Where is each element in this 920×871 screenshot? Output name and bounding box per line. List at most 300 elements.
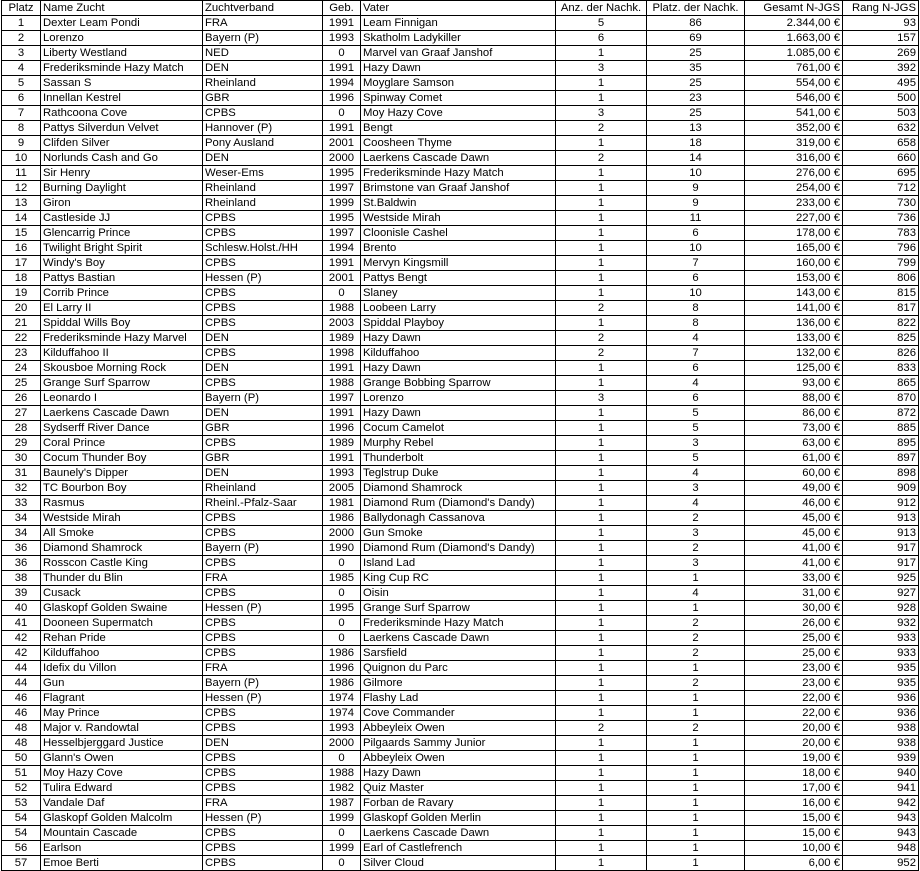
cell-name-zucht: Glencarrig Prince [41, 226, 203, 241]
cell-platz: 17 [2, 256, 41, 271]
cell-vater: Moyglare Samson [361, 76, 556, 91]
cell-zuchtverband: CPBS [203, 106, 323, 121]
cell-anz-nachk: 1 [556, 136, 647, 151]
cell-rang-njgs: 935 [843, 676, 919, 691]
cell-anz-nachk: 1 [556, 76, 647, 91]
cell-name-zucht: Dexter Leam Pondi [41, 16, 203, 31]
cell-zuchtverband: Rheinland [203, 181, 323, 196]
cell-platz-nachk: 1 [647, 661, 745, 676]
ranking-table [1, 0, 919, 871]
cell-zuchtverband: CPBS [203, 256, 323, 271]
cell-zuchtverband: CPBS [203, 436, 323, 451]
cell-platz: 48 [2, 736, 41, 751]
cell-platz-nachk: 4 [647, 331, 745, 346]
cell-geb: 1982 [323, 781, 361, 796]
cell-rang-njgs: 927 [843, 586, 919, 601]
cell-anz-nachk: 1 [556, 781, 647, 796]
cell-zuchtverband: Bayern (P) [203, 31, 323, 46]
cell-name-zucht: Westside Mirah [41, 511, 203, 526]
cell-geb: 0 [323, 286, 361, 301]
cell-platz-nachk: 2 [647, 616, 745, 631]
cell-platz: 25 [2, 376, 41, 391]
cell-zuchtverband: Bayern (P) [203, 541, 323, 556]
cell-name-zucht: Lorenzo [41, 31, 203, 46]
cell-gesamt-njgs: 143,00 € [745, 286, 843, 301]
table-row [2, 751, 919, 766]
cell-anz-nachk: 1 [556, 826, 647, 841]
cell-platz: 41 [2, 616, 41, 631]
cell-anz-nachk: 1 [556, 841, 647, 856]
cell-platz-nachk: 1 [647, 751, 745, 766]
table-row [2, 331, 919, 346]
cell-vater: Oisin [361, 586, 556, 601]
table-row [2, 661, 919, 676]
cell-platz: 2 [2, 31, 41, 46]
cell-platz: 1 [2, 16, 41, 31]
cell-vater: Brimstone van Graaf Janshof [361, 181, 556, 196]
cell-name-zucht: Earlson [41, 841, 203, 856]
table-row [2, 301, 919, 316]
cell-vater: Diamond Shamrock [361, 481, 556, 496]
cell-name-zucht: Glann's Owen [41, 751, 203, 766]
cell-vater: Kilduffahoo [361, 346, 556, 361]
cell-geb: 0 [323, 751, 361, 766]
cell-rang-njgs: 796 [843, 241, 919, 256]
cell-zuchtverband: DEN [203, 61, 323, 76]
cell-anz-nachk: 1 [556, 541, 647, 556]
cell-geb: 0 [323, 586, 361, 601]
cell-gesamt-njgs: 227,00 € [745, 211, 843, 226]
cell-name-zucht: All Smoke [41, 526, 203, 541]
cell-name-zucht: Windy's Boy [41, 256, 203, 271]
table-row [2, 691, 919, 706]
cell-vater: Cloonisle Cashel [361, 226, 556, 241]
cell-vater: Diamond Rum (Diamond's Dandy) [361, 541, 556, 556]
cell-anz-nachk: 2 [556, 301, 647, 316]
cell-anz-nachk: 1 [556, 451, 647, 466]
cell-gesamt-njgs: 254,00 € [745, 181, 843, 196]
cell-platz: 32 [2, 481, 41, 496]
table-row [2, 826, 919, 841]
cell-name-zucht: Flagrant [41, 691, 203, 706]
cell-platz-nachk: 2 [647, 631, 745, 646]
table-row [2, 166, 919, 181]
cell-gesamt-njgs: 19,00 € [745, 751, 843, 766]
cell-anz-nachk: 1 [556, 481, 647, 496]
table-row [2, 541, 919, 556]
cell-gesamt-njgs: 73,00 € [745, 421, 843, 436]
cell-anz-nachk: 1 [556, 736, 647, 751]
cell-vater: Hazy Dawn [361, 361, 556, 376]
table-row [2, 181, 919, 196]
cell-platz: 30 [2, 451, 41, 466]
cell-platz-nachk: 6 [647, 391, 745, 406]
cell-platz-nachk: 9 [647, 196, 745, 211]
table-row [2, 586, 919, 601]
table-row [2, 841, 919, 856]
cell-vater: Pilgaards Sammy Junior [361, 736, 556, 751]
cell-geb: 0 [323, 106, 361, 121]
cell-name-zucht: Rasmus [41, 496, 203, 511]
table-row [2, 271, 919, 286]
cell-geb: 2003 [323, 316, 361, 331]
cell-platz-nachk: 1 [647, 841, 745, 856]
cell-rang-njgs: 898 [843, 466, 919, 481]
cell-vater: Flashy Lad [361, 691, 556, 706]
cell-anz-nachk: 1 [556, 601, 647, 616]
table-row [2, 676, 919, 691]
cell-platz-nachk: 11 [647, 211, 745, 226]
cell-anz-nachk: 1 [556, 796, 647, 811]
cell-rang-njgs: 817 [843, 301, 919, 316]
table-row [2, 796, 919, 811]
table-row [2, 406, 919, 421]
cell-platz: 15 [2, 226, 41, 241]
cell-zuchtverband: CPBS [203, 526, 323, 541]
cell-platz: 27 [2, 406, 41, 421]
cell-geb: 1993 [323, 721, 361, 736]
cell-platz-nachk: 69 [647, 31, 745, 46]
cell-geb: 1993 [323, 31, 361, 46]
header-platz-nachk: Platz. der Nachk. [647, 1, 745, 16]
cell-platz-nachk: 13 [647, 121, 745, 136]
cell-geb: 1995 [323, 601, 361, 616]
cell-rang-njgs: 909 [843, 481, 919, 496]
cell-platz-nachk: 10 [647, 241, 745, 256]
cell-rang-njgs: 872 [843, 406, 919, 421]
header-rang-njgs: Rang N-JGS [843, 1, 919, 16]
cell-rang-njgs: 269 [843, 46, 919, 61]
cell-name-zucht: Grange Surf Sparrow [41, 376, 203, 391]
cell-geb: 1989 [323, 331, 361, 346]
cell-rang-njgs: 833 [843, 361, 919, 376]
cell-platz-nachk: 1 [647, 571, 745, 586]
table-row [2, 16, 919, 31]
cell-rang-njgs: 913 [843, 526, 919, 541]
cell-anz-nachk: 1 [556, 181, 647, 196]
cell-zuchtverband: Hessen (P) [203, 811, 323, 826]
table-row [2, 346, 919, 361]
cell-platz: 39 [2, 586, 41, 601]
cell-geb: 1986 [323, 646, 361, 661]
cell-anz-nachk: 2 [556, 121, 647, 136]
cell-anz-nachk: 1 [556, 691, 647, 706]
cell-gesamt-njgs: 41,00 € [745, 541, 843, 556]
cell-name-zucht: Kilduffahoo [41, 646, 203, 661]
cell-vater: Skatholm Ladykiller [361, 31, 556, 46]
cell-anz-nachk: 1 [556, 316, 647, 331]
header-name-zucht: Name Zucht [41, 1, 203, 16]
cell-gesamt-njgs: 20,00 € [745, 721, 843, 736]
cell-vater: Coosheen Thyme [361, 136, 556, 151]
table-row [2, 856, 919, 871]
cell-platz: 29 [2, 436, 41, 451]
header-platz: Platz [2, 1, 41, 16]
cell-gesamt-njgs: 22,00 € [745, 691, 843, 706]
cell-platz-nachk: 4 [647, 496, 745, 511]
cell-anz-nachk: 1 [556, 91, 647, 106]
cell-anz-nachk: 1 [556, 526, 647, 541]
cell-geb: 1997 [323, 181, 361, 196]
cell-geb: 1991 [323, 256, 361, 271]
cell-zuchtverband: CPBS [203, 751, 323, 766]
cell-anz-nachk: 1 [556, 811, 647, 826]
cell-rang-njgs: 936 [843, 706, 919, 721]
table-row [2, 136, 919, 151]
cell-gesamt-njgs: 141,00 € [745, 301, 843, 316]
cell-anz-nachk: 6 [556, 31, 647, 46]
cell-vater: Spiddal Playboy [361, 316, 556, 331]
table-row [2, 466, 919, 481]
cell-vater: Cove Commander [361, 706, 556, 721]
cell-anz-nachk: 1 [556, 376, 647, 391]
cell-gesamt-njgs: 93,00 € [745, 376, 843, 391]
cell-vater: Grange Surf Sparrow [361, 601, 556, 616]
cell-vater: Quignon du Parc [361, 661, 556, 676]
cell-platz: 9 [2, 136, 41, 151]
cell-platz: 10 [2, 151, 41, 166]
cell-platz-nachk: 25 [647, 46, 745, 61]
cell-vater: Abbeyleix Owen [361, 721, 556, 736]
cell-geb: 1994 [323, 76, 361, 91]
cell-platz-nachk: 4 [647, 376, 745, 391]
cell-geb: 2000 [323, 526, 361, 541]
cell-name-zucht: Giron [41, 196, 203, 211]
cell-name-zucht: Sydserff River Dance [41, 421, 203, 436]
cell-platz-nachk: 5 [647, 451, 745, 466]
cell-zuchtverband: GBR [203, 421, 323, 436]
cell-rang-njgs: 799 [843, 256, 919, 271]
table-row [2, 436, 919, 451]
cell-zuchtverband: DEN [203, 361, 323, 376]
cell-gesamt-njgs: 132,00 € [745, 346, 843, 361]
cell-geb: 1997 [323, 391, 361, 406]
cell-vater: Pattys Bengt [361, 271, 556, 286]
cell-geb: 1994 [323, 241, 361, 256]
cell-name-zucht: Emoe Berti [41, 856, 203, 871]
cell-vater: Gilmore [361, 676, 556, 691]
cell-platz: 42 [2, 646, 41, 661]
cell-platz: 3 [2, 46, 41, 61]
cell-anz-nachk: 3 [556, 61, 647, 76]
table-row [2, 736, 919, 751]
cell-anz-nachk: 5 [556, 16, 647, 31]
cell-name-zucht: May Prince [41, 706, 203, 721]
cell-gesamt-njgs: 15,00 € [745, 826, 843, 841]
cell-platz-nachk: 8 [647, 301, 745, 316]
cell-platz-nachk: 1 [647, 826, 745, 841]
cell-anz-nachk: 2 [556, 331, 647, 346]
cell-name-zucht: Innellan Kestrel [41, 91, 203, 106]
cell-platz-nachk: 86 [647, 16, 745, 31]
cell-name-zucht: TC Bourbon Boy [41, 481, 203, 496]
cell-platz: 38 [2, 571, 41, 586]
cell-vater: Quiz Master [361, 781, 556, 796]
cell-platz: 22 [2, 331, 41, 346]
cell-geb: 2001 [323, 271, 361, 286]
cell-geb: 1985 [323, 571, 361, 586]
cell-vater: Marvel van Graaf Janshof [361, 46, 556, 61]
cell-zuchtverband: FRA [203, 16, 323, 31]
cell-name-zucht: Pattys Bastian [41, 271, 203, 286]
cell-platz-nachk: 5 [647, 406, 745, 421]
cell-rang-njgs: 93 [843, 16, 919, 31]
cell-rang-njgs: 870 [843, 391, 919, 406]
cell-platz-nachk: 5 [647, 421, 745, 436]
cell-gesamt-njgs: 17,00 € [745, 781, 843, 796]
cell-vater: Island Lad [361, 556, 556, 571]
cell-platz-nachk: 3 [647, 436, 745, 451]
cell-anz-nachk: 1 [556, 676, 647, 691]
cell-geb: 1999 [323, 811, 361, 826]
cell-rang-njgs: 895 [843, 436, 919, 451]
cell-geb: 1996 [323, 421, 361, 436]
cell-platz: 33 [2, 496, 41, 511]
cell-zuchtverband: CPBS [203, 226, 323, 241]
cell-zuchtverband: CPBS [203, 766, 323, 781]
table-row [2, 646, 919, 661]
cell-gesamt-njgs: 60,00 € [745, 466, 843, 481]
cell-geb: 1999 [323, 841, 361, 856]
cell-platz: 16 [2, 241, 41, 256]
cell-rang-njgs: 885 [843, 421, 919, 436]
cell-name-zucht: Dooneen Supermatch [41, 616, 203, 631]
cell-gesamt-njgs: 319,00 € [745, 136, 843, 151]
cell-platz: 6 [2, 91, 41, 106]
cell-name-zucht: Cocum Thunder Boy [41, 451, 203, 466]
cell-geb: 0 [323, 631, 361, 646]
cell-vater: Silver Cloud [361, 856, 556, 871]
cell-gesamt-njgs: 178,00 € [745, 226, 843, 241]
cell-rang-njgs: 935 [843, 661, 919, 676]
cell-gesamt-njgs: 15,00 € [745, 811, 843, 826]
header-gesamt-njgs: Gesamt N-JGS [745, 1, 843, 16]
cell-anz-nachk: 1 [556, 496, 647, 511]
table-row [2, 286, 919, 301]
cell-name-zucht: Spiddal Wills Boy [41, 316, 203, 331]
cell-geb: 2000 [323, 151, 361, 166]
cell-anz-nachk: 3 [556, 106, 647, 121]
cell-platz: 26 [2, 391, 41, 406]
table-body [2, 16, 919, 871]
cell-rang-njgs: 943 [843, 811, 919, 826]
cell-zuchtverband: CPBS [203, 631, 323, 646]
cell-anz-nachk: 1 [556, 226, 647, 241]
cell-zuchtverband: Hessen (P) [203, 691, 323, 706]
cell-vater: Grange Bobbing Sparrow [361, 376, 556, 391]
cell-platz: 18 [2, 271, 41, 286]
cell-name-zucht: Skousboe Morning Rock [41, 361, 203, 376]
cell-zuchtverband: CPBS [203, 211, 323, 226]
cell-vater: Hazy Dawn [361, 406, 556, 421]
cell-rang-njgs: 632 [843, 121, 919, 136]
cell-vater: Sarsfield [361, 646, 556, 661]
header-row [2, 1, 919, 16]
table-row [2, 721, 919, 736]
cell-anz-nachk: 2 [556, 151, 647, 166]
cell-zuchtverband: DEN [203, 406, 323, 421]
cell-platz: 13 [2, 196, 41, 211]
cell-anz-nachk: 1 [556, 196, 647, 211]
cell-vater: Frederiksminde Hazy Match [361, 616, 556, 631]
cell-vater: Westside Mirah [361, 211, 556, 226]
cell-rang-njgs: 941 [843, 781, 919, 796]
cell-vater: Gun Smoke [361, 526, 556, 541]
cell-vater: Laerkens Cascade Dawn [361, 151, 556, 166]
cell-geb: 1990 [323, 541, 361, 556]
cell-geb: 1987 [323, 796, 361, 811]
cell-platz: 44 [2, 661, 41, 676]
cell-geb: 1988 [323, 376, 361, 391]
cell-zuchtverband: Hessen (P) [203, 271, 323, 286]
cell-anz-nachk: 1 [556, 646, 647, 661]
cell-platz: 4 [2, 61, 41, 76]
cell-platz: 21 [2, 316, 41, 331]
cell-rang-njgs: 806 [843, 271, 919, 286]
cell-zuchtverband: CPBS [203, 706, 323, 721]
cell-platz-nachk: 2 [647, 676, 745, 691]
cell-platz-nachk: 2 [647, 511, 745, 526]
cell-vater: Moy Hazy Cove [361, 106, 556, 121]
cell-geb: 1974 [323, 691, 361, 706]
cell-anz-nachk: 1 [556, 661, 647, 676]
cell-gesamt-njgs: 136,00 € [745, 316, 843, 331]
cell-anz-nachk: 1 [556, 241, 647, 256]
cell-zuchtverband: Rheinl.-Pfalz-Saar [203, 496, 323, 511]
cell-gesamt-njgs: 23,00 € [745, 661, 843, 676]
cell-geb: 1991 [323, 121, 361, 136]
cell-vater: Hazy Dawn [361, 61, 556, 76]
cell-platz-nachk: 1 [647, 691, 745, 706]
cell-geb: 1974 [323, 706, 361, 721]
cell-vater: Frederiksminde Hazy Match [361, 166, 556, 181]
cell-platz: 53 [2, 796, 41, 811]
header-anz-nachk: Anz. der Nachk. [556, 1, 647, 16]
cell-zuchtverband: Bayern (P) [203, 391, 323, 406]
cell-geb: 1993 [323, 466, 361, 481]
cell-platz-nachk: 18 [647, 136, 745, 151]
cell-platz-nachk: 35 [647, 61, 745, 76]
cell-name-zucht: Sir Henry [41, 166, 203, 181]
cell-zuchtverband: CPBS [203, 646, 323, 661]
cell-zuchtverband: CPBS [203, 316, 323, 331]
cell-vater: Forban de Ravary [361, 796, 556, 811]
cell-zuchtverband: CPBS [203, 346, 323, 361]
cell-gesamt-njgs: 23,00 € [745, 676, 843, 691]
cell-gesamt-njgs: 18,00 € [745, 766, 843, 781]
cell-platz: 52 [2, 781, 41, 796]
cell-anz-nachk: 1 [556, 631, 647, 646]
cell-name-zucht: Clifden Silver [41, 136, 203, 151]
cell-vater: Laerkens Cascade Dawn [361, 826, 556, 841]
cell-gesamt-njgs: 165,00 € [745, 241, 843, 256]
cell-vater: Cocum Camelot [361, 421, 556, 436]
table-row [2, 391, 919, 406]
cell-anz-nachk: 1 [556, 706, 647, 721]
cell-rang-njgs: 157 [843, 31, 919, 46]
cell-geb: 1986 [323, 511, 361, 526]
cell-platz: 8 [2, 121, 41, 136]
cell-platz-nachk: 7 [647, 346, 745, 361]
cell-rang-njgs: 933 [843, 631, 919, 646]
cell-platz-nachk: 2 [647, 646, 745, 661]
cell-geb: 1991 [323, 16, 361, 31]
cell-name-zucht: Corrib Prince [41, 286, 203, 301]
cell-name-zucht: El Larry II [41, 301, 203, 316]
cell-rang-njgs: 392 [843, 61, 919, 76]
cell-zuchtverband: CPBS [203, 721, 323, 736]
cell-rang-njgs: 822 [843, 316, 919, 331]
